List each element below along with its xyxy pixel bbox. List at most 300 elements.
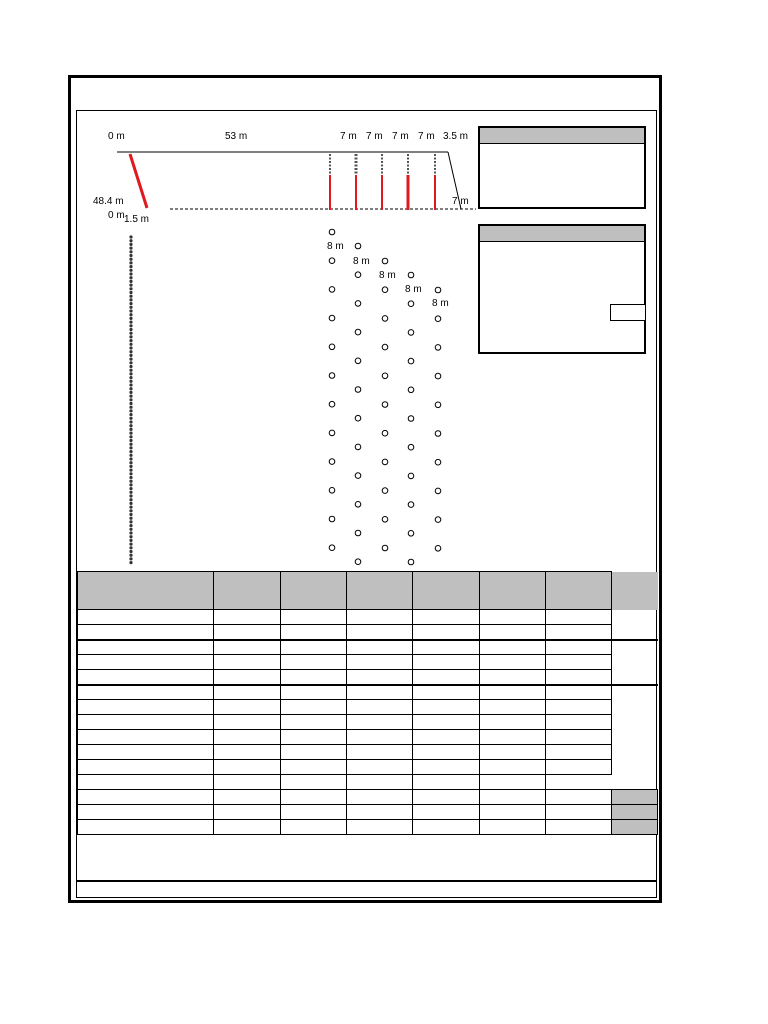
- column-dot: [129, 350, 132, 353]
- column-dot: [129, 258, 132, 261]
- column-dot: [129, 561, 132, 564]
- column-dot: [129, 324, 132, 327]
- table-cell: [214, 655, 281, 670]
- label-gap-1: 7 m: [340, 131, 357, 142]
- table-row: [78, 700, 658, 715]
- table-row: [78, 805, 658, 820]
- info-panel-bottom-header: [480, 226, 644, 242]
- table-cell: [480, 790, 546, 805]
- table-cell: [281, 775, 347, 790]
- table-cell: [281, 572, 347, 610]
- grid-circle: [408, 358, 414, 364]
- table-cell: [612, 790, 658, 805]
- table-cell: [78, 640, 214, 655]
- table-cell: [347, 655, 413, 670]
- column-dot: [129, 369, 132, 372]
- table-cell: [281, 610, 347, 625]
- column-dot: [129, 435, 132, 438]
- table-cell: [78, 610, 214, 625]
- column-dot: [129, 354, 132, 357]
- table-cell: [78, 685, 214, 700]
- grid-circle: [382, 488, 388, 494]
- table-cell: [281, 715, 347, 730]
- grid-circle: [408, 272, 414, 278]
- column-dot: [129, 539, 132, 542]
- label-top-end: 3.5 m: [443, 131, 469, 142]
- table-cell: [78, 760, 214, 775]
- table-cell: [413, 572, 480, 610]
- table-header-row: [78, 572, 658, 610]
- column-dot: [129, 247, 132, 250]
- column-dot: [129, 380, 132, 383]
- table-cell: [347, 790, 413, 805]
- column-dot: [129, 235, 132, 238]
- column-dot: [129, 428, 132, 431]
- column-dot: [129, 524, 132, 527]
- grid-circle: [382, 430, 388, 436]
- column-dot: [129, 420, 132, 423]
- grid-circle: [329, 344, 335, 350]
- table-row: [78, 670, 658, 685]
- column-dot: [129, 506, 132, 509]
- grid-circle: [408, 301, 414, 307]
- column-dot: [129, 483, 132, 486]
- grid-circle: [355, 559, 361, 565]
- column-dot: [129, 309, 132, 312]
- grid-circle: [382, 287, 388, 293]
- table-cell: [546, 700, 612, 715]
- table-cell: [612, 625, 658, 640]
- column-dot: [129, 306, 132, 309]
- table-row: [78, 730, 658, 745]
- grid-circle: [408, 559, 414, 565]
- table-cell: [347, 820, 413, 835]
- table-cell: [78, 805, 214, 820]
- table-cell: [214, 685, 281, 700]
- grid-circle: [435, 431, 441, 437]
- column-dot: [129, 443, 132, 446]
- column-dot: [129, 332, 132, 335]
- table-cell: [413, 670, 480, 685]
- column-dot: [129, 398, 132, 401]
- column-dot: [129, 406, 132, 409]
- table-row: [78, 820, 658, 835]
- column-dot: [129, 543, 132, 546]
- table-cell: [546, 670, 612, 685]
- column-dot: [129, 531, 132, 534]
- table-cell: [480, 610, 546, 625]
- column-dot: [129, 557, 132, 560]
- table-cell: [281, 655, 347, 670]
- column-dot: [129, 554, 132, 557]
- column-dot: [129, 439, 132, 442]
- column-dot: [129, 513, 132, 516]
- column-dot: [129, 261, 132, 264]
- table-cell: [347, 572, 413, 610]
- table-cell: [413, 760, 480, 775]
- table-cell: [480, 640, 546, 655]
- column-dot: [129, 361, 132, 364]
- table-cell: [546, 775, 612, 790]
- table-cell: [78, 775, 214, 790]
- column-dot: [129, 413, 132, 416]
- table-cell: [612, 745, 658, 760]
- grid-circle: [382, 517, 388, 523]
- table-cell: [214, 775, 281, 790]
- column-dot: [129, 550, 132, 553]
- table-cell: [281, 685, 347, 700]
- table-cell: [413, 685, 480, 700]
- grid-circle: [355, 530, 361, 536]
- table-cell: [612, 610, 658, 625]
- table-cell: [546, 820, 612, 835]
- column-dot: [129, 243, 132, 246]
- table-cell: [281, 670, 347, 685]
- grid-circle: [329, 488, 335, 494]
- column-dot: [129, 272, 132, 275]
- table-cell: [612, 700, 658, 715]
- grid-circle: [408, 416, 414, 422]
- table-cell: [347, 760, 413, 775]
- column-dot: [129, 358, 132, 361]
- column-dot: [129, 461, 132, 464]
- column-dot: [129, 339, 132, 342]
- table-cell: [214, 745, 281, 760]
- column-dot: [129, 328, 132, 331]
- table-bottom-rule: [76, 880, 657, 882]
- column-dot: [129, 365, 132, 368]
- grid-circle: [355, 415, 361, 421]
- column-dot: [129, 321, 132, 324]
- table-cell: [480, 685, 546, 700]
- label-top-origin: 0 m: [108, 131, 125, 142]
- table-cell: [413, 805, 480, 820]
- table-cell: [480, 700, 546, 715]
- table-cell: [612, 685, 658, 700]
- column-dot: [129, 509, 132, 512]
- table-cell: [413, 640, 480, 655]
- table-cell: [413, 775, 480, 790]
- table-cell: [480, 820, 546, 835]
- column-dot: [129, 254, 132, 257]
- column-dot: [129, 295, 132, 298]
- column-dot: [129, 517, 132, 520]
- table-cell: [612, 775, 658, 790]
- table-cell: [281, 805, 347, 820]
- table-cell: [347, 670, 413, 685]
- column-dot: [129, 465, 132, 468]
- grid-circle: [435, 373, 441, 379]
- table-row: [78, 775, 658, 790]
- column-dot: [129, 387, 132, 390]
- table-cell: [347, 685, 413, 700]
- column-dot: [129, 346, 132, 349]
- column-dot: [129, 417, 132, 420]
- table-cell: [480, 805, 546, 820]
- left-diagonal-stake: [130, 154, 147, 208]
- column-dot: [129, 269, 132, 272]
- table-cell: [78, 655, 214, 670]
- grid-circle: [329, 401, 335, 407]
- table-cell: [546, 685, 612, 700]
- table-cell: [546, 805, 612, 820]
- grid-circle: [329, 459, 335, 465]
- info-panel-top-header: [480, 128, 644, 144]
- column-dot: [129, 391, 132, 394]
- table-cell: [214, 700, 281, 715]
- table-row: [78, 685, 658, 700]
- table-cell: [612, 670, 658, 685]
- table-cell: [612, 805, 658, 820]
- column-dot: [129, 502, 132, 505]
- table-cell: [480, 745, 546, 760]
- table-cell: [347, 715, 413, 730]
- column-dot: [129, 376, 132, 379]
- column-dot: [129, 472, 132, 475]
- table-cell: [347, 775, 413, 790]
- table-cell: [546, 745, 612, 760]
- column-dot: [129, 265, 132, 268]
- column-dot: [129, 343, 132, 346]
- table-cell: [281, 820, 347, 835]
- column-dot: [129, 372, 132, 375]
- table-cell: [413, 700, 480, 715]
- table-cell: [214, 715, 281, 730]
- table-row: [78, 745, 658, 760]
- label-left-depth: 48.4 m: [93, 196, 124, 207]
- grid-circle: [435, 459, 441, 465]
- label-top-span: 53 m: [225, 131, 248, 142]
- table-cell: [281, 760, 347, 775]
- table-cell: [214, 572, 281, 610]
- column-dot: [129, 528, 132, 531]
- table-row: [78, 655, 658, 670]
- table-cell: [78, 700, 214, 715]
- table-row: [78, 625, 658, 640]
- column-dot: [129, 302, 132, 305]
- table-row: [78, 715, 658, 730]
- table-cell: [612, 715, 658, 730]
- table-cell: [78, 715, 214, 730]
- table-cell: [612, 760, 658, 775]
- table-cell: [281, 745, 347, 760]
- grid-circle: [382, 373, 388, 379]
- column-dot: [129, 280, 132, 283]
- grid-circle: [329, 516, 335, 522]
- table-cell: [546, 715, 612, 730]
- table-cell: [347, 640, 413, 655]
- grid-circle: [329, 545, 335, 551]
- grid-circle: [355, 444, 361, 450]
- table-cell: [546, 625, 612, 640]
- grid-circle: [355, 272, 361, 278]
- column-dot: [129, 284, 132, 287]
- table-cell: [214, 790, 281, 805]
- info-panel-top: [478, 126, 646, 209]
- table-cell: [612, 820, 658, 835]
- grid-circle: [329, 315, 335, 321]
- table-cell: [480, 775, 546, 790]
- table-cell: [214, 730, 281, 745]
- table-cell: [214, 640, 281, 655]
- table-cell: [546, 760, 612, 775]
- column-dot: [129, 424, 132, 427]
- column-dot: [129, 535, 132, 538]
- label-col-spacing-5: 8 m: [432, 298, 449, 309]
- grid-circle: [435, 287, 441, 293]
- table-cell: [480, 760, 546, 775]
- grid-circle: [329, 258, 335, 264]
- grid-circle: [435, 316, 441, 322]
- table-cell: [347, 805, 413, 820]
- info-panel-small-field: [610, 304, 646, 321]
- column-dot: [129, 457, 132, 460]
- grid-circle: [355, 387, 361, 393]
- grid-circle: [435, 517, 441, 523]
- column-dot: [129, 383, 132, 386]
- grid-circle: [355, 243, 361, 249]
- column-dot: [129, 546, 132, 549]
- column-dot: [129, 487, 132, 490]
- grid-circle: [408, 502, 414, 508]
- column-dot: [129, 291, 132, 294]
- table-cell: [78, 572, 214, 610]
- table-cell: [546, 790, 612, 805]
- grid-circle: [355, 358, 361, 364]
- label-col-spacing-1: 8 m: [327, 241, 344, 252]
- table-cell: [546, 610, 612, 625]
- grid-circle: [355, 301, 361, 307]
- table-cell: [480, 730, 546, 745]
- table-cell: [214, 820, 281, 835]
- table-cell: [480, 625, 546, 640]
- table-cell: [347, 730, 413, 745]
- table-cell: [546, 572, 612, 610]
- label-left-offset: 1.5 m: [124, 214, 150, 225]
- table-cell: [347, 625, 413, 640]
- grid-circle: [435, 488, 441, 494]
- column-dot: [129, 446, 132, 449]
- grid-circle: [382, 316, 388, 322]
- column-dot: [129, 298, 132, 301]
- column-dot: [129, 395, 132, 398]
- label-col-spacing-4: 8 m: [405, 284, 422, 295]
- column-dot: [129, 287, 132, 290]
- column-dot: [129, 335, 132, 338]
- table-cell: [546, 640, 612, 655]
- column-dot: [129, 250, 132, 253]
- table-cell: [347, 745, 413, 760]
- table-cell: [413, 790, 480, 805]
- table-cell: [78, 820, 214, 835]
- column-dot: [129, 469, 132, 472]
- table-cell: [214, 805, 281, 820]
- grid-circle: [382, 258, 388, 264]
- grid-circle: [355, 329, 361, 335]
- table-cell: [413, 655, 480, 670]
- table-cell: [214, 625, 281, 640]
- label-left-origin: 0 m: [108, 210, 125, 221]
- table-cell: [78, 625, 214, 640]
- column-dot: [129, 432, 132, 435]
- table-cell: [78, 790, 214, 805]
- grid-circle: [329, 229, 335, 235]
- grid-circle: [329, 430, 335, 436]
- table-cell: [347, 700, 413, 715]
- table-cell: [281, 625, 347, 640]
- table-cell: [281, 790, 347, 805]
- column-dot: [129, 454, 132, 457]
- table-row: [78, 610, 658, 625]
- table-cell: [546, 655, 612, 670]
- column-dot: [129, 402, 132, 405]
- column-dot: [129, 494, 132, 497]
- column-dot: [129, 520, 132, 523]
- table-row: [78, 760, 658, 775]
- column-dot: [129, 476, 132, 479]
- label-gap-2: 7 m: [366, 131, 383, 142]
- grid-circle: [382, 344, 388, 350]
- grid-circle: [408, 444, 414, 450]
- table-cell: [612, 655, 658, 670]
- grid-circle: [355, 473, 361, 479]
- table-cell: [413, 730, 480, 745]
- table-cell: [413, 820, 480, 835]
- grid-circle: [382, 545, 388, 551]
- table-cell: [612, 572, 658, 610]
- table-cell: [78, 730, 214, 745]
- table-cell: [281, 640, 347, 655]
- grid-circle: [329, 287, 335, 293]
- table-cell: [214, 760, 281, 775]
- table-cell: [281, 700, 347, 715]
- grid-circle: [382, 402, 388, 408]
- table-cell: [281, 730, 347, 745]
- label-gap-4: 7 m: [418, 131, 435, 142]
- data-table: [77, 571, 658, 835]
- table-cell: [413, 745, 480, 760]
- table-cell: [214, 670, 281, 685]
- table-cell: [480, 715, 546, 730]
- column-dot: [129, 480, 132, 483]
- column-dot: [129, 450, 132, 453]
- grid-circle: [382, 459, 388, 465]
- label-col-spacing-3: 8 m: [379, 270, 396, 281]
- table-row: [78, 790, 658, 805]
- table-cell: [413, 610, 480, 625]
- grid-circle: [408, 387, 414, 393]
- grid-circle: [408, 531, 414, 537]
- table-cell: [214, 610, 281, 625]
- column-dot: [129, 409, 132, 412]
- table-cell: [612, 640, 658, 655]
- label-gap-3: 7 m: [392, 131, 409, 142]
- column-dot: [129, 498, 132, 501]
- vertical-stakes: [330, 154, 435, 210]
- table-cell: [612, 730, 658, 745]
- table-cell: [480, 655, 546, 670]
- grid-circle: [408, 330, 414, 336]
- table-cell: [78, 670, 214, 685]
- table-cell: [347, 610, 413, 625]
- grid-circle: [329, 373, 335, 379]
- column-dot: [129, 313, 132, 316]
- label-right-depth: 7 m: [452, 196, 469, 207]
- table-cell: [413, 715, 480, 730]
- grid-circle: [435, 546, 441, 552]
- table-cell: [480, 572, 546, 610]
- grid-circle: [435, 402, 441, 408]
